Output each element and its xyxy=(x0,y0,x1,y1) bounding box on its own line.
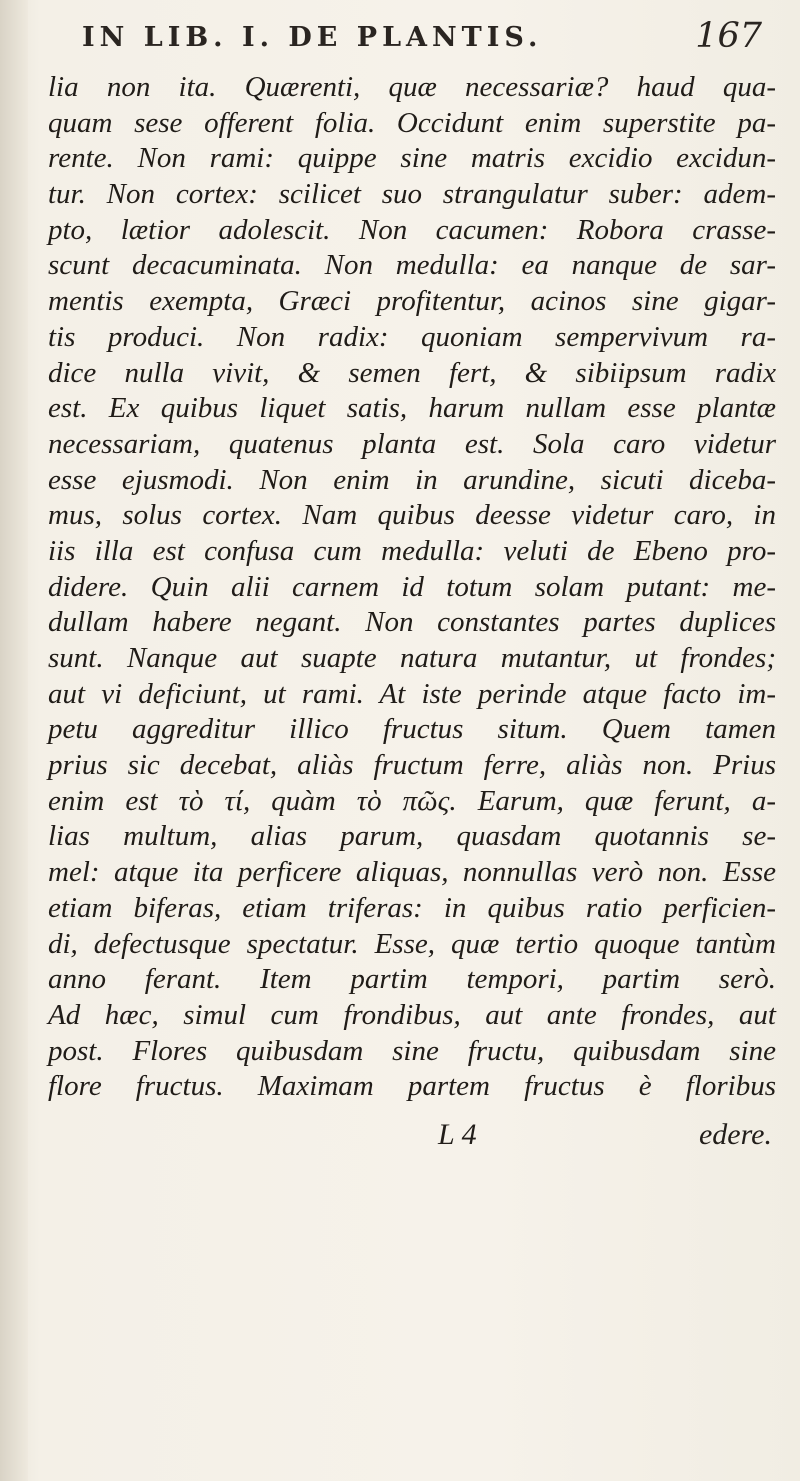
text-line: scunt decacuminata. Non medulla: ea nanque de sar- xyxy=(48,249,776,282)
text-line: di, defectusque spectatur. Esse, quæ tertio quoque tantùm xyxy=(48,927,776,960)
body-text xyxy=(48,70,776,1105)
text-line: enim est τὸ τί, quàm τὸ πῶς. Earum, quæ ferunt, a- xyxy=(48,784,776,817)
text-line: anno ferant. Item partim tempori, partim serò. xyxy=(48,963,776,996)
text-line: necessariam, quatenus planta est. Sola caro videtur xyxy=(48,427,776,460)
page-number: 167 xyxy=(695,16,762,56)
page-header xyxy=(82,14,762,62)
signature-mark: L 4 xyxy=(438,1118,477,1151)
text-line: tur. Non cortex: scilicet suo strangulatur suber: adem- xyxy=(48,178,776,211)
text-line: flore fructus. Maximam partem fructus è floribus xyxy=(48,1070,776,1103)
text-line: quam sese offerent folia. Occidunt enim superstite pa- xyxy=(48,106,776,139)
running-title: IN LIB. I. DE PLANTIS. xyxy=(82,22,543,53)
text-line: post. Flores quibusdam sine fructu, quibusdam sine xyxy=(48,1034,776,1067)
text-line: pto, lætior adolescit. Non cacumen: Robora crasse- xyxy=(48,213,776,246)
text-line: dullam habere negant. Non constantes partes duplices xyxy=(48,606,776,639)
text-line: iis illa est confusa cum medulla: veluti de Ebeno pro- xyxy=(48,534,776,567)
text-line: esse ejusmodi. Non enim in arundine, sicuti diceba- xyxy=(48,463,776,496)
text-line: mel: atque ita perficere aliquas, nonnullas verò non. Esse xyxy=(48,856,776,889)
text-line: lia non ita. Quærenti, quæ necessariæ? haud qua- xyxy=(48,71,776,103)
text-line: rente. Non rami: quippe sine matris excidio excidun- xyxy=(48,142,776,175)
text-line: est. Ex quibus liquet satis, harum nullam esse plantæ xyxy=(48,392,776,425)
text-line: mentis exempta, Græci profitentur, acinos sine gigar- xyxy=(48,285,776,318)
text-line: petu aggreditur illico fructus situm. Quem tamen xyxy=(48,713,776,746)
text-line: lias multum, alias parum, quasdam quotannis se- xyxy=(48,820,776,853)
blank-bottom-margin xyxy=(40,1160,780,1481)
text-line: Ad hæc, simul cum frondibus, aut ante frondes, aut xyxy=(48,998,776,1031)
text-line: dice nulla vivit, & semen fert, & sibiipsum radix xyxy=(48,356,776,389)
page-gutter xyxy=(0,0,28,1481)
text-line: sunt. Nanque aut suapte natura mutantur, ut frondes; xyxy=(48,642,776,674)
page-footer xyxy=(0,1118,800,1158)
text-line: mus, solus cortex. Nam quibus deesse videtur caro, in xyxy=(48,499,776,532)
text-line: didere. Quin alii carnem id totum solam putant: me- xyxy=(48,570,776,603)
text-line: aut vi deficiunt, ut rami. At iste perinde atque facto im- xyxy=(48,677,776,710)
text-line: etiam biferas, etiam triferas: in quibus ratio perficien- xyxy=(48,891,776,924)
text-line: tis produci. Non radix: quoniam sempervivum ra- xyxy=(48,320,776,353)
catchword: edere. xyxy=(698,1118,772,1151)
text-line: prius sic decebat, aliàs fructum ferre, aliàs non. Prius xyxy=(48,749,776,782)
